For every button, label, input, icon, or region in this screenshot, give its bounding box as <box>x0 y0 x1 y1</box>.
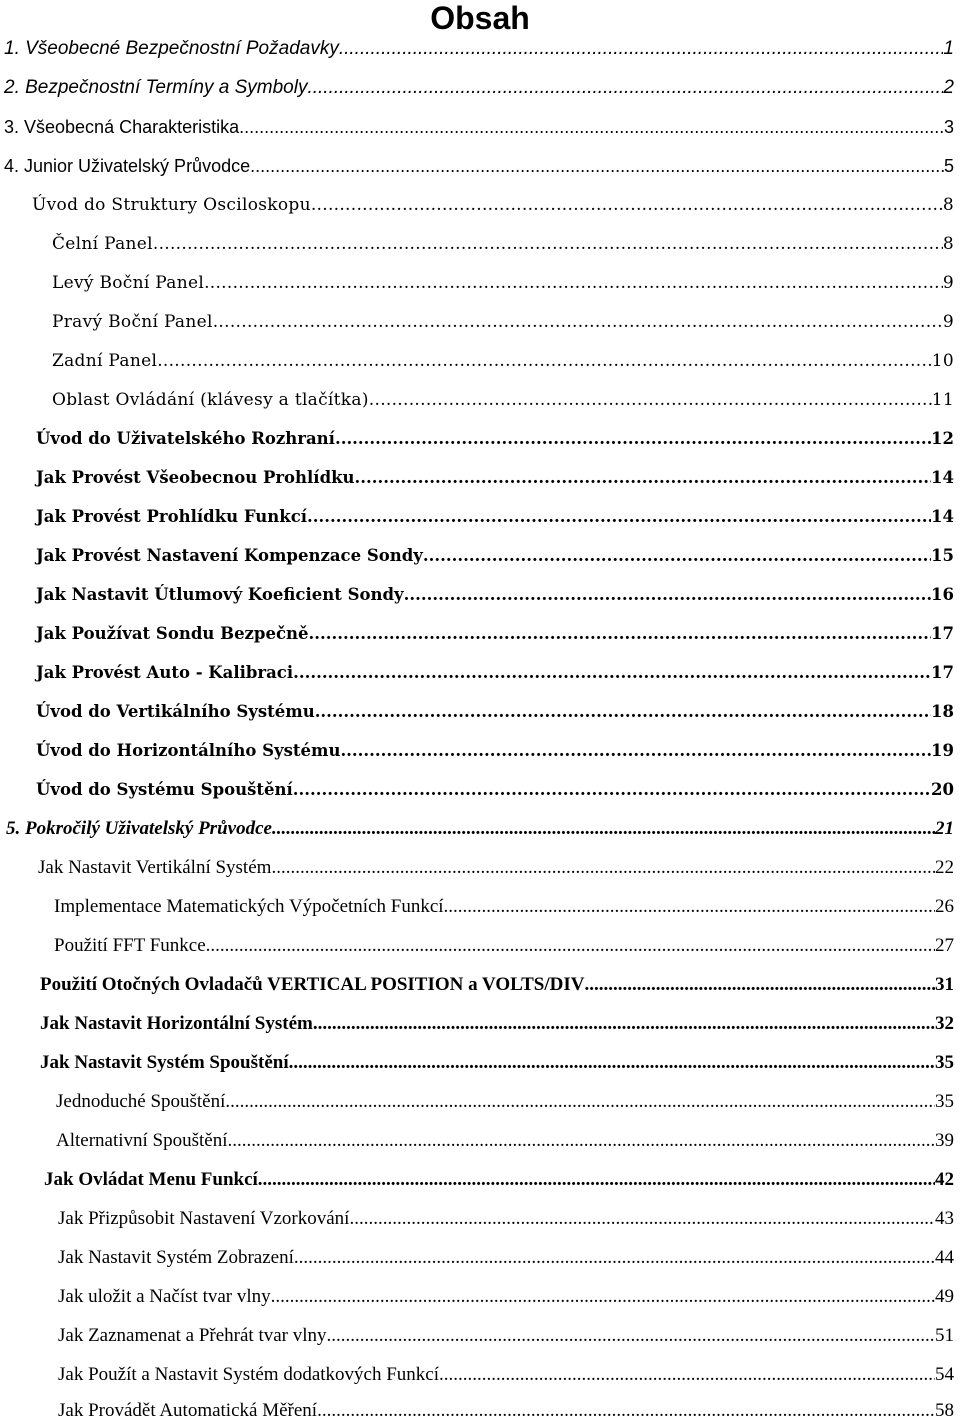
toc-leader <box>307 502 931 532</box>
toc-entry[interactable] <box>36 463 954 493</box>
toc-entry[interactable] <box>56 1126 954 1156</box>
toc-entry-label: Oblast Ovládání (klávesy a tlačítka) <box>52 390 369 410</box>
toc-leader <box>258 1165 935 1195</box>
toc-entry-label: Použití FFT Funkce <box>54 935 206 956</box>
toc-leader <box>293 775 931 805</box>
toc-entry[interactable] <box>36 775 954 805</box>
toc-entry[interactable] <box>36 697 954 727</box>
toc-entry[interactable] <box>44 1165 954 1195</box>
toc-leader <box>206 931 935 961</box>
page-title: Obsah <box>430 0 530 36</box>
toc-leader <box>349 1204 935 1234</box>
toc-leader <box>335 424 931 454</box>
toc-entry-label: Úvod do Struktury Osciloskopu <box>32 195 311 215</box>
toc-entry[interactable] <box>54 892 954 922</box>
toc-entry-page: 8 <box>942 234 954 254</box>
toc-entry[interactable] <box>36 424 954 454</box>
toc-entry-page: 20 <box>931 780 954 799</box>
toc-leader <box>213 307 943 337</box>
toc-entry[interactable] <box>4 151 954 181</box>
toc-entry[interactable] <box>58 1204 954 1234</box>
toc-entry[interactable] <box>36 736 954 766</box>
toc-leader <box>404 580 931 610</box>
toc-entry-page: 31 <box>935 974 954 995</box>
toc-entry[interactable] <box>52 307 954 337</box>
toc-entry[interactable] <box>58 1396 954 1426</box>
toc-entry-page: 54 <box>935 1364 954 1385</box>
toc-leader <box>157 346 932 376</box>
toc-entry-page: 42 <box>935 1169 954 1190</box>
toc-entry-label: Jak Použít a Nastavit Systém dodatkových Funkcí <box>58 1364 440 1385</box>
toc-entry-label: Jak Používat Sondu Bezpečně <box>36 624 309 643</box>
toc-entry-label: Jak Provést Auto - Kalibraci <box>36 663 294 682</box>
toc-entry[interactable] <box>4 112 954 142</box>
toc-entry-page: 26 <box>935 896 954 917</box>
toc-entry-label: Úvod do Uživatelského Rozhraní <box>36 429 335 448</box>
toc-entry-label: 4. Junior Uživatelský Průvodce <box>4 156 251 176</box>
toc-leader <box>309 619 932 649</box>
toc-entry-page: 43 <box>935 1208 954 1229</box>
toc-entry-page: 1 <box>943 38 954 59</box>
toc-entry-label: Jak Nastavit Horizontální Systém <box>40 1013 313 1034</box>
toc-entry-label: Jak Provádět Automatická Měření <box>58 1400 318 1421</box>
toc-entry-page: 9 <box>942 273 954 293</box>
toc-entry-label: Použití Otočných Ovladačů VERTICAL POSITION a VOLTS/DIV <box>40 974 585 995</box>
toc-leader <box>439 1360 935 1390</box>
toc-entry-page: 35 <box>935 1052 954 1073</box>
toc-entry-page: 58 <box>935 1400 954 1421</box>
toc-entry[interactable] <box>40 970 954 1000</box>
toc-leader <box>369 385 932 415</box>
toc-leader <box>271 853 935 883</box>
toc-entry[interactable] <box>52 385 954 415</box>
toc-leader <box>584 970 935 1000</box>
toc-leader <box>311 190 943 220</box>
toc-entry-page: 11 <box>931 390 954 410</box>
toc-entry-page: 14 <box>931 468 954 487</box>
toc-entry-label: Jednoduché Spouštění <box>56 1091 226 1112</box>
toc-entry-label: Úvod do Systému Spouštění <box>36 780 293 799</box>
toc-leader <box>423 541 931 571</box>
toc-leader <box>339 34 944 64</box>
toc-entry-page: 3 <box>943 117 954 137</box>
toc-entry-label: Zadní Panel <box>52 351 158 371</box>
toc-entry-label: Jak Provést Prohlídku Funkcí <box>36 507 308 526</box>
toc-entry-page: 18 <box>931 702 954 721</box>
toc-entry-page: 44 <box>935 1247 954 1268</box>
toc-entry[interactable] <box>52 346 954 376</box>
toc-entry-label: Jak Nastavit Systém Spouštění <box>40 1052 289 1073</box>
toc-entry[interactable] <box>6 814 954 844</box>
toc-entry-page: 27 <box>935 935 954 956</box>
toc-entry[interactable] <box>58 1243 954 1273</box>
toc-entry-page: 49 <box>935 1286 954 1307</box>
toc-leader <box>228 1126 935 1156</box>
toc-entry[interactable] <box>40 1009 954 1039</box>
toc-entry-label: Úvod do Vertikálního Systému <box>36 702 315 721</box>
toc-leader <box>327 1321 935 1351</box>
toc-entry-label: Levý Boční Panel <box>52 273 205 293</box>
toc-leader <box>225 1087 935 1117</box>
toc-entry-page: 5 <box>943 156 954 176</box>
toc-leader <box>293 658 931 688</box>
toc-entry-label: Alternativní Spouštění <box>56 1130 228 1151</box>
toc-entry-label: Jak Nastavit Vertikální Systém <box>38 857 272 878</box>
toc-entry-label: Implementace Matematických Výpočetních Funkcí <box>54 896 444 917</box>
toc-entry-page: 9 <box>942 312 954 332</box>
toc-entry-page: 22 <box>935 857 954 878</box>
toc-entry-label: Čelní Panel <box>52 234 153 254</box>
toc-entry[interactable] <box>32 190 954 220</box>
toc-entry-page: 14 <box>931 507 954 526</box>
toc-leader <box>313 1009 935 1039</box>
toc-entry-page: 17 <box>931 663 954 682</box>
toc-entry[interactable] <box>36 502 954 532</box>
toc-entry-label: Jak Zaznamenat a Přehrát tvar vlny <box>58 1325 327 1346</box>
toc-leader <box>271 1282 935 1312</box>
toc-entry-page: 12 <box>931 429 954 448</box>
toc-entry-label: Jak Ovládat Menu Funkcí <box>44 1169 258 1190</box>
toc-entry-label: Jak Nastavit Útlumový Koeficient Sondy <box>36 585 404 604</box>
toc-entry-label: 3. Všeobecná Charakteristika <box>4 117 240 137</box>
toc-entry-label: 2. Bezpečnostní Termíny a Symboly <box>4 77 308 98</box>
toc-leader <box>307 73 943 103</box>
toc-leader <box>204 268 943 298</box>
toc-entry[interactable] <box>36 580 954 610</box>
toc-entry[interactable] <box>4 34 954 64</box>
toc-entry-label: Úvod do Horizontálního Systému <box>36 741 341 760</box>
toc-entry[interactable] <box>38 853 954 883</box>
toc-entry-label: Jak Přizpůsobit Nastavení Vzorkování <box>58 1208 350 1229</box>
toc-entry-label: 1. Všeobecné Bezpečnostní Požadavky <box>4 38 339 59</box>
toc-entry-page: 16 <box>931 585 954 604</box>
toc-entry-label: Jak Provést Všeobecnou Prohlídku <box>36 468 355 487</box>
toc-entry-page: 32 <box>935 1013 954 1034</box>
toc-entry[interactable] <box>58 1282 954 1312</box>
toc-entry-page: 17 <box>931 624 954 643</box>
toc-entry-page: 21 <box>935 818 954 839</box>
toc-entry[interactable] <box>36 619 954 649</box>
toc-entry-page: 19 <box>931 741 954 760</box>
toc-entry-page: 15 <box>931 546 954 565</box>
toc-entry-page: 2 <box>943 77 954 98</box>
toc-entry[interactable] <box>36 541 954 571</box>
toc-entry-label: Pravý Boční Panel <box>52 312 213 332</box>
toc-entry-page: 51 <box>935 1325 954 1346</box>
toc-entry[interactable] <box>52 268 954 298</box>
toc-entry[interactable] <box>54 931 954 961</box>
toc-entry-page: 10 <box>931 351 954 371</box>
toc-entry[interactable] <box>40 1048 954 1078</box>
toc-entry-page: 8 <box>942 195 954 215</box>
toc-leader <box>294 1243 935 1273</box>
toc-leader <box>289 1048 935 1078</box>
toc-entry[interactable] <box>56 1087 954 1117</box>
toc-leader <box>315 697 931 727</box>
toc-leader <box>272 814 935 844</box>
toc-entry-label: Jak uložit a Načíst tvar vlny <box>58 1286 271 1307</box>
toc-entry[interactable] <box>58 1360 954 1390</box>
toc-leader <box>444 892 935 922</box>
toc-entry-label: 5. Pokročilý Uživatelský Průvodce <box>6 818 272 839</box>
toc-leader <box>317 1396 935 1426</box>
toc-entry-label: Jak Provést Nastavení Kompenzace Sondy <box>36 546 423 565</box>
toc-entry-page: 39 <box>935 1130 954 1151</box>
toc-entry[interactable] <box>58 1321 954 1351</box>
toc-leader <box>250 151 944 181</box>
toc-leader <box>239 112 944 142</box>
toc-entry-label: Jak Nastavit Systém Zobrazení <box>58 1247 294 1268</box>
toc-leader <box>355 463 931 493</box>
toc-entry[interactable] <box>52 229 954 259</box>
toc-entry[interactable] <box>4 73 954 103</box>
toc-entry-page: 35 <box>935 1091 954 1112</box>
toc-leader <box>153 229 943 259</box>
toc-leader <box>340 736 931 766</box>
toc-entry[interactable] <box>36 658 954 688</box>
